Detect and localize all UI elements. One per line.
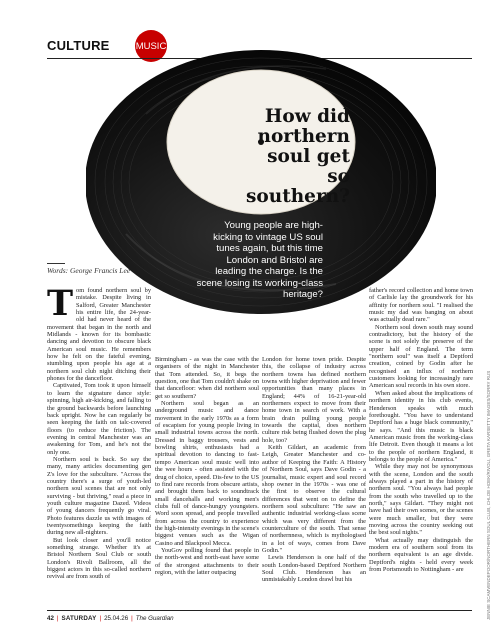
paragraph: om found northern soul by mistake. Despite living in Salford, Greater Manchester his entire life, the 24-year-old had never heard of the movement that began in the north and Midlands - known for its bombastic dancing and devotion to obscure black American soul music. He remembers how he felt on the fateful evening, stumbling upon people his age at a northern soul club night ditching their phones for the dancefloor. bbox=[47, 287, 151, 383]
paragraph: But look closer and you'll notice something strange. Whether it's at Bristol Northern Soul Club or south London's Rivoli Ballroom, all the biggest actors in this so-called northern revival are from south of bbox=[47, 536, 151, 581]
topic-badge: MUSIC bbox=[135, 30, 167, 62]
paragraph: Keith Gildart, an academic from Leigh, Greater Manchester and co-author of Keeping the Faith: A History of Northern Soul, says Dave Godin - a journalist, music expert and soul record shop owner in the 1970s - was one of the first to observe the cultural differences that went on to define the northern soul subculture: "He saw an authentic industrial working-class scene which was very different from the counterculture of the south. That sense of northernness, which is mythologised in a lot of ways, comes from Dave Godin." bbox=[262, 444, 366, 554]
page-footer: 42 | SATURDAY | 25.04.26 | The Guardian bbox=[47, 615, 174, 622]
article-column-1 bbox=[47, 283, 151, 581]
issue-date: 25.04.26 bbox=[104, 615, 129, 622]
article-column-2 bbox=[155, 356, 259, 576]
paragraph: YouGov polling found that people in the north-west and north-east have some of the strongest attachments to their region, with the latter outpacing bbox=[155, 546, 259, 576]
paragraph: father's record collection and home town of Carlisle lay the groundwork for his affinity for northern soul. "I realised the music my dad was banging on about was actually dead rare." bbox=[369, 287, 473, 324]
publication-day: SATURDAY bbox=[61, 615, 97, 622]
footer-rule bbox=[47, 610, 472, 611]
paragraph: Northern soul is back. So say the many, many articles documenting gen Z's love for the subculture. "Across the country there's a surge of youth-led northern soul scenes that are not only surviving - but thriving," read a piece in youth culture magazine Dazed. Videos of young dancers frequently go viral. Photo features dazzle us with images of twentysomethings keeping the faith during new all-nighters. bbox=[47, 455, 151, 537]
paragraph: Northern soul down south may sound contradictory, but the history of the scene is not solely the preserve of the upper half of England. The term "northern soul" was itself a Deptford creation, coined by Godin after he recognised an influx of northern customers looking for increasingly rare American soul records in his own store. bbox=[369, 323, 473, 390]
masthead: The Guardian bbox=[135, 615, 174, 622]
paragraph: While they may not be synonymous with the scene, London and the south always played a part in the history of northern soul. "You always had people from the south who travelled up to the north," says Gildart. "They might not have had their own scenes, or the scenes were much smaller, but they were moving across the country seeking out the best soul nights." bbox=[369, 463, 473, 537]
paragraph: Lewis Henderson is one half of the south London-based Deptford Northern Soul Club. Henderson has an unmistakably London drawl but his bbox=[262, 554, 366, 584]
photo-credit bbox=[486, 300, 494, 620]
article-column-4 bbox=[369, 287, 473, 573]
section-label: CULTURE bbox=[47, 38, 110, 53]
paragraph: What actually may distinguish the modern era of southern soul from its northern equivalent is an age divide. Deptford's nights - held every week from Portsmouth to Nottingham - are bbox=[369, 536, 473, 574]
paragraph: Birmingham - as was the case with the organisers of the night in Manchester that Tom attended. So, it begs the question, one that Tom couldn't shake on that dancefloor: when did northern soul get so southern? bbox=[155, 356, 259, 400]
article-standfirst: Young people are high-kicking to vintage US soul tunes again, but this time London and Bristol are leading the charge. Is the scene losing its working-class heritage? bbox=[196, 220, 323, 300]
article-headline: How did northern soul get so southern? bbox=[245, 106, 350, 207]
article-column-3 bbox=[262, 356, 366, 584]
paragraph: Northern soul began as an underground music and dance movement in the early 1970s as a form of escapism for young people living in small industrial towns across the north. Dressed in baggy trousers, vests and bowling shirts, enthusiasts had a spiritual devotion to dancing to fast-tempo American soul music well into the wee hours - often assisted with the drug of choice, speed. Dis-few to the US to find rare records from obscure artists, and brought them back to soundtrack small dancehalls and working men's clubs full of dance-hungry youngsters. Word soon spread, and people travelled from across the country to experience the high-intensity evenings in the scene's biggest venues such as the Wigan Casino and Blackpool Mecca. bbox=[155, 400, 259, 547]
paragraph: Captivated, Tom took it upon himself to learn the signature dance style: spinning, high air-kicking, and falling to the ground backwards before launching back upright. Now he can regularly be seen keeping the faith on talc-covered floors (to reduce the friction). The evening in central Manchester was an awakening for Tom, and he's not the only one. bbox=[47, 382, 151, 456]
byline-rule bbox=[47, 263, 65, 264]
photo-credit-text: JENNIE SCAMVENDEPOOR/NORTHERN SOUL CLUB, CHLOE HOEK/RIVOLI, GRETA KARSETTY IMAGES/SORRY RUS bbox=[486, 370, 491, 620]
paragraph: London for home town pride. Despite this, the collapse of industry across northern towns has defined northern towns with higher deprivation and fewer opportunities than many places in England; 44% of 16-21-year-old northerners expect to move from their home town in search of work. With a brain drain pulling young people towards the capital, does northern culture risk being flushed down the plug hole, too? bbox=[262, 356, 366, 444]
paragraph: When asked about the implications of northern identity in his club events, Henderson speaks with much forethought. "You have to understand Deptford has a huge black community," he says. "And this music is black American music from the working-class life Detroit. Even though it means a lot to the people of northern England, it belongs to the people of America." bbox=[369, 389, 473, 463]
drop-cap: T bbox=[47, 283, 74, 324]
page-number: 42 bbox=[47, 615, 54, 622]
byline: Words: George Francis Lee bbox=[47, 266, 131, 275]
